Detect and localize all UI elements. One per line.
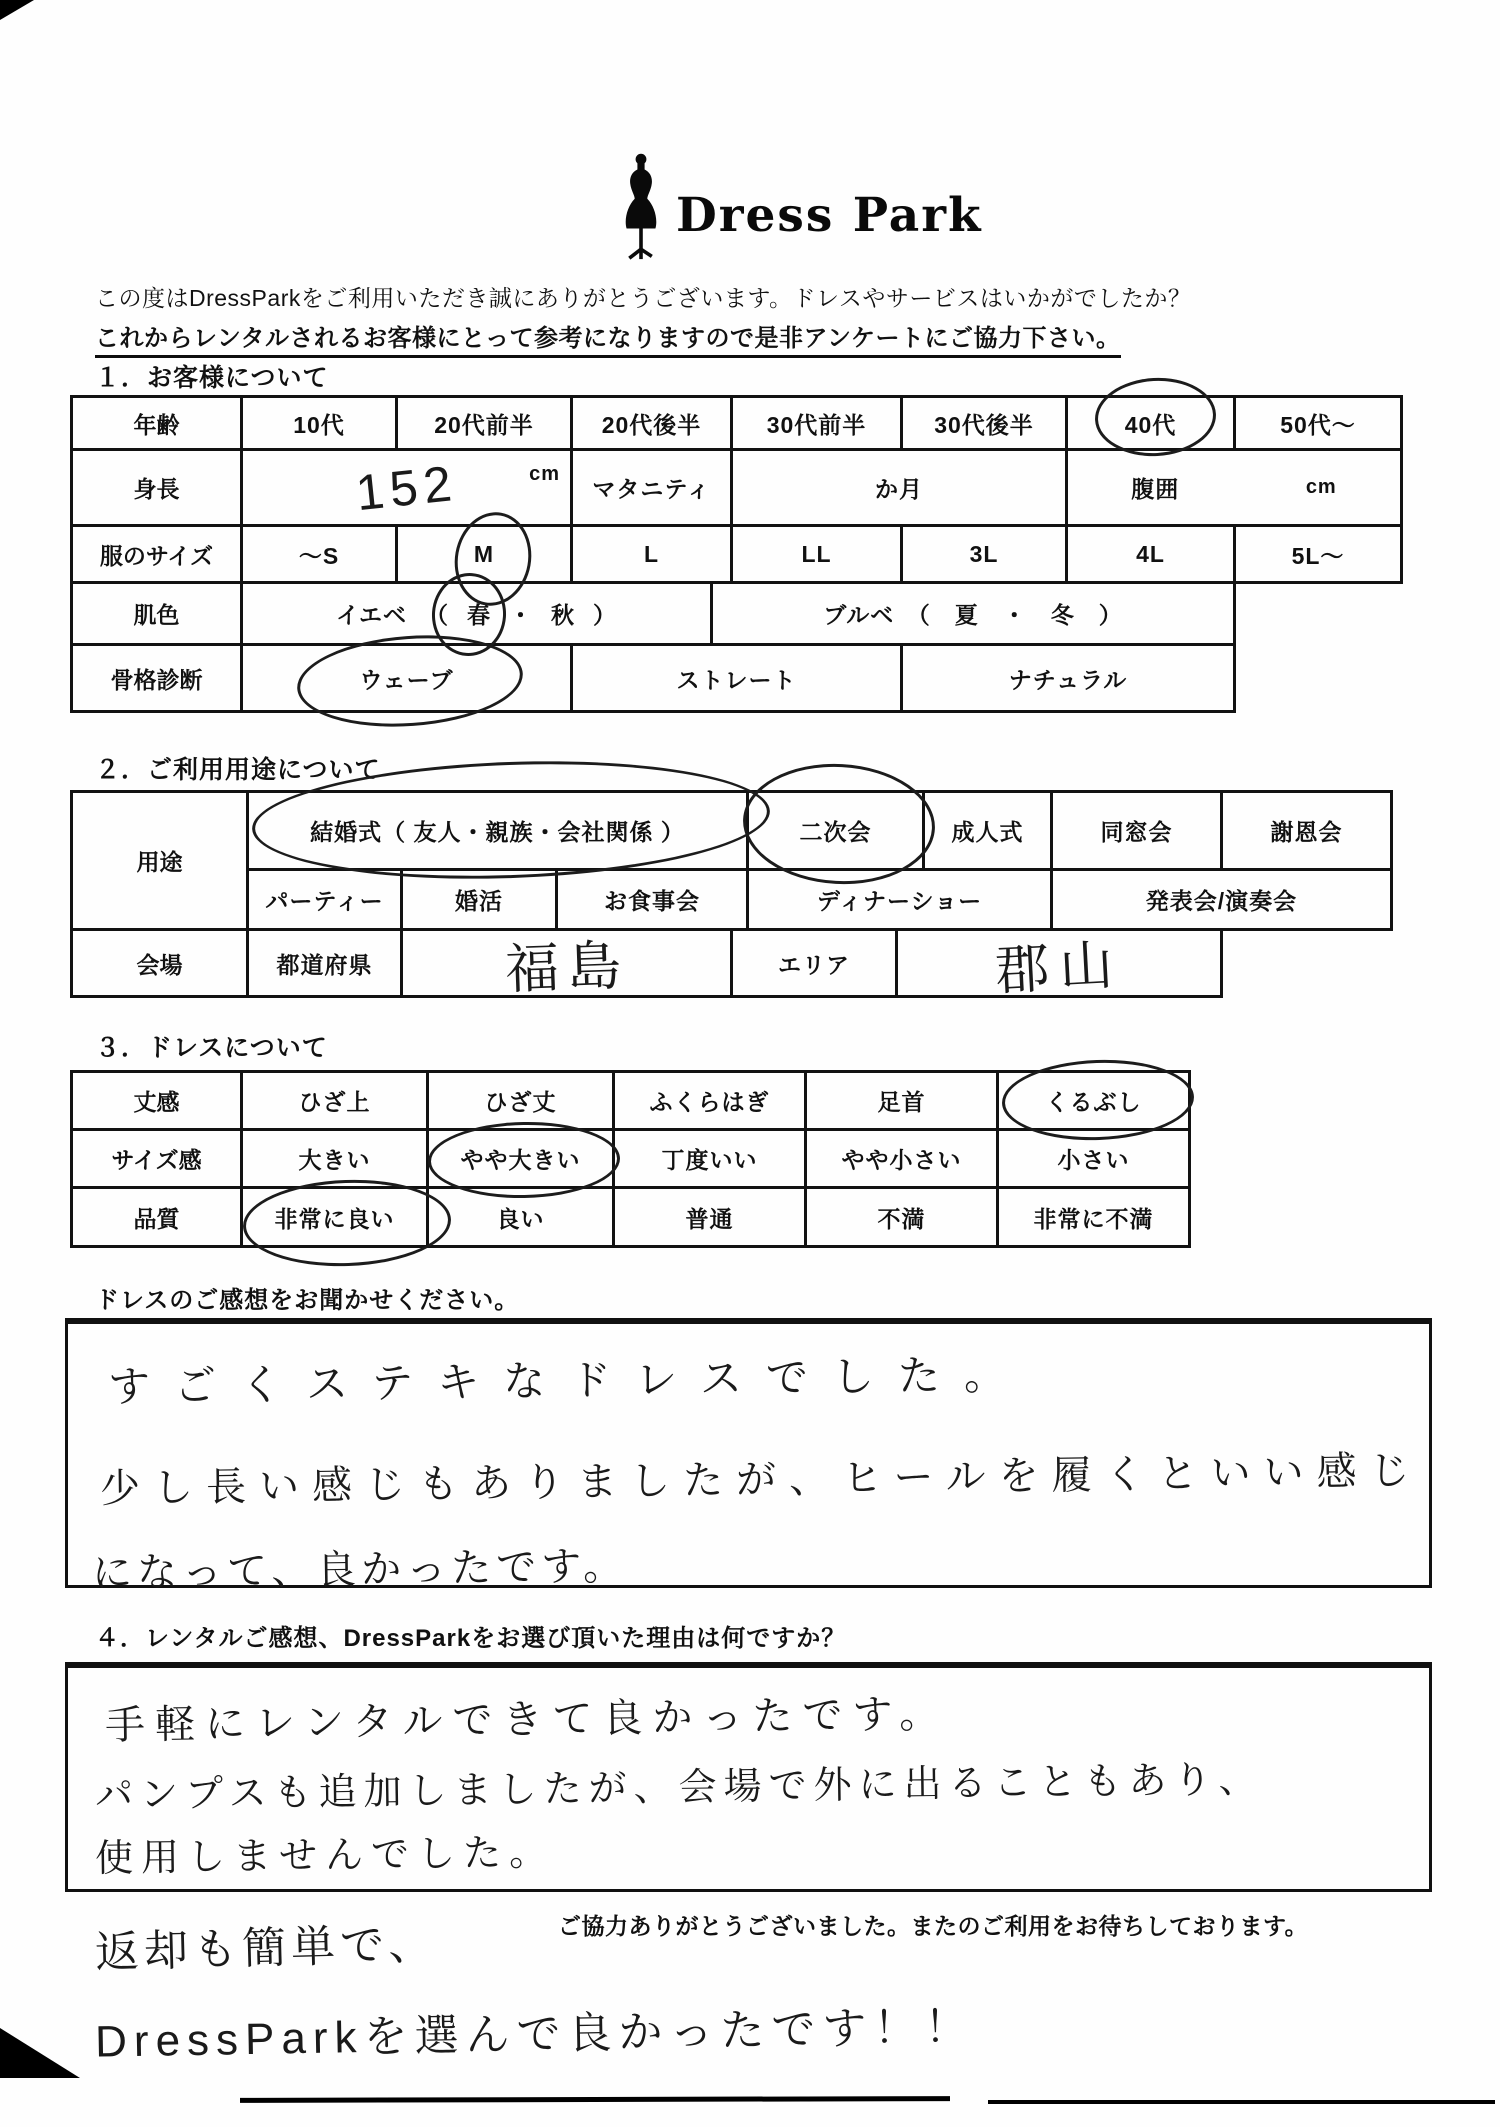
waist-label: 腹囲 xyxy=(1131,476,1180,502)
handwritten-comment-line: 使用しませんでした。 xyxy=(94,1831,556,1881)
cell-length-above-knee: ひざ上 xyxy=(240,1070,429,1131)
cell-age-early20s: 20代前半 xyxy=(395,395,573,451)
cell-purpose-label: 用途 xyxy=(70,790,249,931)
cell-quality-normal: 普通 xyxy=(612,1186,807,1248)
cell-venue-label: 会場 xyxy=(70,928,249,998)
skin-separator: ・ xyxy=(509,602,534,628)
cell-length-calf: ふくらはぎ xyxy=(612,1070,807,1131)
cell-length-ankle: 足首 xyxy=(804,1070,999,1131)
cell-purpose-comingofage: 成人式 xyxy=(922,790,1053,871)
cell-purpose-recital: 発表会/演奏会 xyxy=(1050,868,1393,931)
handwritten-comment-line: パンプスも追加しましたが、会場で外に出ることもあり、 xyxy=(94,1758,1264,1818)
dress-mannequin-icon xyxy=(614,148,668,264)
cell-skin-label: 肌色 xyxy=(70,581,243,646)
cell-purpose-reunion: 同窓会 xyxy=(1050,790,1223,871)
cell-size-label: 服のサイズ xyxy=(70,524,243,584)
section4-heading: ４．レンタルご感想、DressParkをお選び頂いた理由は何ですか？ xyxy=(95,1625,847,1652)
intro-line-underlined: これからレンタルされるお客様にとって参考になりますので是非アンケートにご協力下さい。 xyxy=(95,325,1121,358)
cell-size-5l: 5L〜 xyxy=(1233,524,1403,584)
cell-fit-small: 小さい xyxy=(996,1128,1191,1189)
cell-skin-warm xyxy=(240,581,713,646)
cell-age-40s-selected: 40代 xyxy=(1065,395,1236,451)
handwritten-comment-line: 少し長い感じもありましたが、ヒールを履くといい感じ xyxy=(99,1448,1423,1512)
cell-height-value xyxy=(240,448,573,527)
skin-spring-selected: 春 xyxy=(467,602,492,628)
scan-artifact xyxy=(240,2096,950,2103)
thanks-text: ご協力ありがとうございました。またのご利用をお待ちしております。 xyxy=(558,1913,1309,1939)
cell-quality-very-dissatisfied: 非常に不満 xyxy=(996,1186,1191,1248)
skin-warm-label: イエベ xyxy=(335,602,408,628)
waist-unit: cm xyxy=(1305,476,1337,498)
handwritten-return-comment: 返却も簡単で、 xyxy=(94,1919,438,1978)
cell-size-4l: 4L xyxy=(1065,524,1236,584)
cell-purpose-afterparty-selected: 二次会 xyxy=(746,790,925,871)
cell-frame-straight: ストレート xyxy=(570,643,903,713)
cell-purpose-party: パーティー xyxy=(246,868,403,931)
cell-age-late30s: 30代後半 xyxy=(900,395,1068,451)
cell-size-ll: LL xyxy=(730,524,903,584)
cell-prefecture-label: 都道府県 xyxy=(246,928,403,998)
skin-autumn: 秋 xyxy=(551,602,576,628)
scan-artifact xyxy=(988,2100,1495,2104)
height-unit: cm xyxy=(529,463,560,485)
cell-area-label: エリア xyxy=(730,928,898,998)
cell-fit-label: サイズ感 xyxy=(70,1128,243,1189)
cell-prefecture-value xyxy=(400,928,733,998)
cell-quality-verygood-selected: 非常に良い xyxy=(240,1186,429,1248)
cell-age-10s: 10代 xyxy=(240,395,398,451)
cell-maternity: マタニティ xyxy=(570,448,733,527)
cell-waist xyxy=(1065,448,1403,527)
cell-height-label: 身長 xyxy=(70,448,243,527)
scan-artifact xyxy=(0,0,34,20)
section2-heading: ２．ご利用用途について xyxy=(95,756,381,784)
cell-frame-wave-selected: ウェーブ xyxy=(240,643,573,713)
cell-size-3l: 3L xyxy=(900,524,1068,584)
cell-size-m-selected: M xyxy=(395,524,573,584)
cell-purpose-matchmaking: 婚活 xyxy=(400,868,558,931)
cell-skin-cool: ブルベ （ 夏 ・ 冬 ） xyxy=(710,581,1236,646)
cell-frame-natural: ナチュラル xyxy=(900,643,1236,713)
brand-logo-text: Dress Park xyxy=(676,188,983,243)
handwritten-area: 郡山 xyxy=(993,934,1125,1001)
cell-fit-big: 大きい xyxy=(240,1128,429,1189)
section1-heading: １．お客様について xyxy=(95,364,329,392)
handwritten-prefecture: 福島 xyxy=(503,935,630,1000)
scan-artifact xyxy=(0,2028,80,2078)
cell-quality-good: 良い xyxy=(426,1186,615,1248)
cell-age-label: 年齢 xyxy=(70,395,243,451)
cell-length-knee: ひざ丈 xyxy=(426,1070,615,1131)
cell-age-50s: 50代〜 xyxy=(1233,395,1403,451)
dress-feedback-label: ドレスのご感想をお聞かせください。 xyxy=(95,1287,520,1314)
cell-age-early30s: 30代前半 xyxy=(730,395,903,451)
cell-purpose-thanksparty: 謝恩会 xyxy=(1220,790,1393,871)
cell-size-l: L xyxy=(570,524,733,584)
cell-area-value xyxy=(895,928,1223,1001)
cell-quality-label: 品質 xyxy=(70,1186,243,1248)
cell-fit-slightly-big-selected: やや大きい xyxy=(426,1128,615,1189)
section3-heading: ３．ドレスについて xyxy=(95,1034,328,1062)
handwritten-comment-line: すごくステキなドレスでした。 xyxy=(107,1350,1031,1411)
cell-purpose-dinnershow: ディナーショー xyxy=(746,868,1053,931)
cell-fit-just-right: 丁度いい xyxy=(612,1128,807,1189)
cell-frame-label: 骨格診断 xyxy=(70,643,243,713)
cell-length-anklebone-selected: くるぶし xyxy=(996,1070,1191,1131)
handwritten-height: 152 xyxy=(353,454,460,521)
handwritten-comment-line: 手軽にレンタルできて良かったです。 xyxy=(104,1692,950,1748)
handwritten-choice-comment: DressParkを選んで良かったです！！ xyxy=(94,2002,976,2067)
cell-age-late20s: 20代後半 xyxy=(570,395,733,451)
intro-line: この度はDressParkをご利用いただき誠にありがとうございます。ドレスやサービスはいかがでしたか？ xyxy=(95,285,1192,311)
skin-paren-close: ） xyxy=(593,602,618,628)
cell-purpose-wedding-selected: 結婚式（ 友人・親族・会社関係 ） xyxy=(246,790,749,871)
cell-fit-slightly-small: やや小さい xyxy=(804,1128,999,1189)
cell-quality-dissatisfied: 不満 xyxy=(804,1186,999,1248)
cell-size-s: 〜S xyxy=(240,524,398,584)
cell-purpose-dinner: お食事会 xyxy=(555,868,749,931)
handwritten-comment-line: になって、良かったです。 xyxy=(91,1544,629,1596)
skin-paren-open: （ xyxy=(425,602,450,628)
cell-length-label: 丈感 xyxy=(70,1070,243,1131)
cell-months: か月 xyxy=(730,448,1068,527)
